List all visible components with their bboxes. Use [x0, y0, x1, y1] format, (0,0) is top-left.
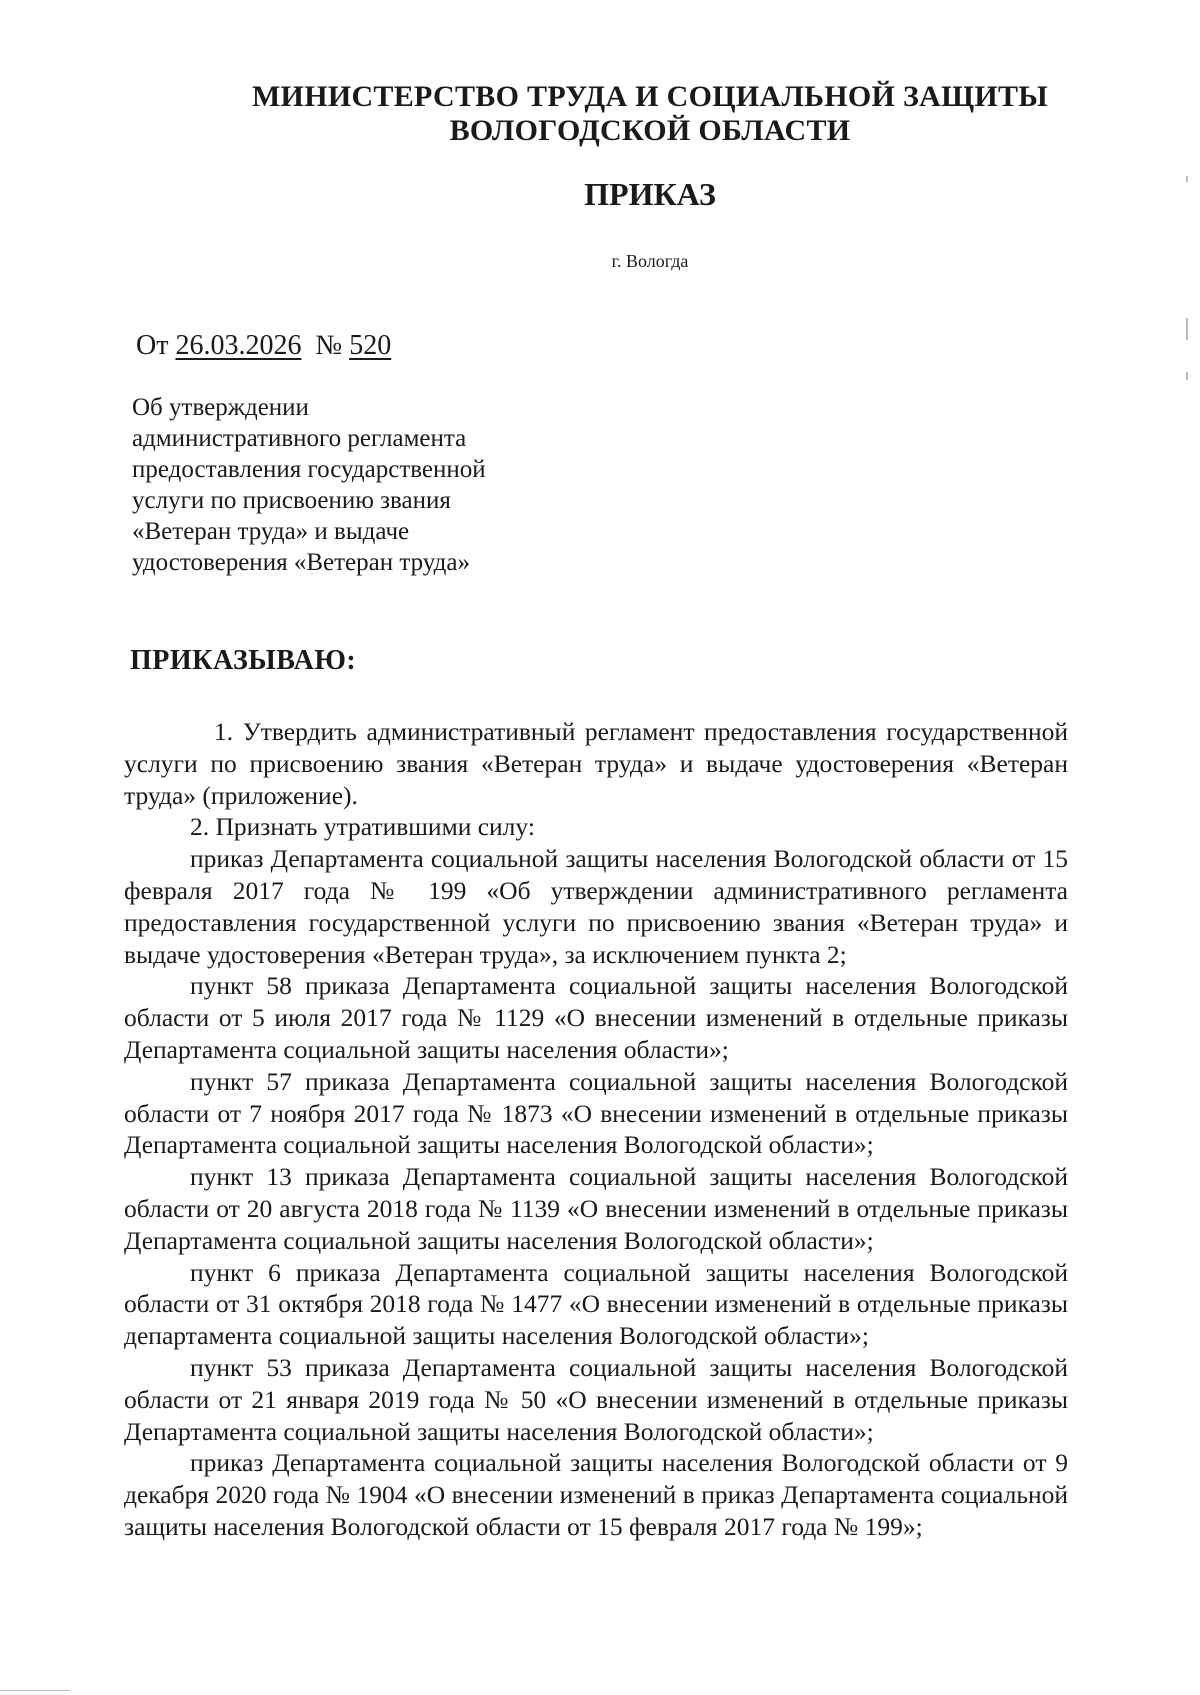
- document-type-title: ПРИКАЗ: [584, 176, 716, 212]
- scan-artifact: [1186, 318, 1188, 340]
- subject-line: административного регламента: [132, 425, 467, 452]
- city-line: г. Вологда: [611, 251, 689, 271]
- order-subject: [132, 392, 572, 578]
- subject-line: услуги по присвоению звания: [132, 487, 451, 514]
- paragraph-item-1: 1. Утвердить административный регламент предоставления государственной услуги по присвоению звания «Ветеран труда» и выдаче удостоверения «Ветеран труда» (приложение).: [124, 717, 1068, 810]
- directive-heading: ПРИКАЗЫВАЮ:: [130, 645, 357, 676]
- repealed-act: пункт 6 приказа Департамента социальной защиты населения Вологодской области от 31 октября 2018 года № 1477 «О внесении изменений в отдельные приказы департамента социальной защиты населения Вологодской области»;: [124, 1257, 1068, 1351]
- scan-artifact: [1186, 176, 1188, 182]
- order-number: 520: [349, 330, 392, 361]
- scan-artifact: [0, 1690, 70, 1691]
- subject-line: Об утверждении: [132, 394, 309, 421]
- order-date: 26.03.2026: [175, 330, 302, 361]
- repealed-act: пункт 58 приказа Департамента социальной защиты населения Вологодской области от 5 июля 2017 года № 1129 «О внесении изменений в отдельные приказы Департамента социальной защиты населения области»;: [124, 971, 1068, 1064]
- subject-line: предоставления государственной: [132, 456, 486, 483]
- order-date-number: [136, 330, 391, 362]
- repealed-act: пункт 13 приказа Департамента социальной защиты населения Вологодской области от 20 августа 2018 года № 1139 «О внесении изменений в отдельные приказы Департамента социальной защиты населения Вологодской области»;: [124, 1162, 1068, 1255]
- repealed-act: пункт 57 приказа Департамента социальной защиты населения Вологодской области от 7 ноября 2017 года № 1873 «О внесении изменений в отдельные приказы Департамента социальной защиты населения Вологодской области»;: [124, 1066, 1068, 1160]
- repealed-act: приказ Департамента социальной защиты населения Вологодской области от 15 февраля 2017 года № 199 «Об утверждении административного регламента предоставления государственной услуги по присвоению звания «Ветеран труда» и выдаче удостоверения «Ветеран труда», за исключением пункта 2;: [124, 844, 1068, 969]
- repealed-act: пункт 53 приказа Департамента социальной защиты населения Вологодской области от 21 января 2019 года № 50 «О внесении изменений в отдельные приказы Департамента социальной защиты населения Вологодской области»;: [124, 1352, 1068, 1446]
- ministry-line-2: ВОЛОГОДСКОЙ ОБЛАСТИ: [449, 114, 851, 147]
- ministry-line-1: МИНИСТЕРСТВО ТРУДА И СОЦИАЛЬНОЙ ЗАЩИТЫ: [251, 80, 1049, 113]
- repealed-act: приказ Департамента социальной защиты населения Вологодской области от 9 декабря 2020 года № 1904 «О внесении изменений в приказ Департамента социальной защиты населения Вологодской области от 15 февраля 2017 года № 199»;: [124, 1448, 1068, 1541]
- number-prefix: №: [315, 330, 343, 361]
- date-prefix: От: [136, 330, 169, 361]
- ministry-heading: [200, 80, 1100, 148]
- subject-line: «Ветеран труда» и выдаче: [132, 518, 410, 545]
- paragraph-item-2: 2. Признать утратившими силу:: [190, 812, 535, 842]
- subject-line: удостоверения «Ветеран труда»: [132, 549, 470, 576]
- scan-artifact: [1186, 372, 1188, 380]
- order-body: [124, 716, 1068, 1543]
